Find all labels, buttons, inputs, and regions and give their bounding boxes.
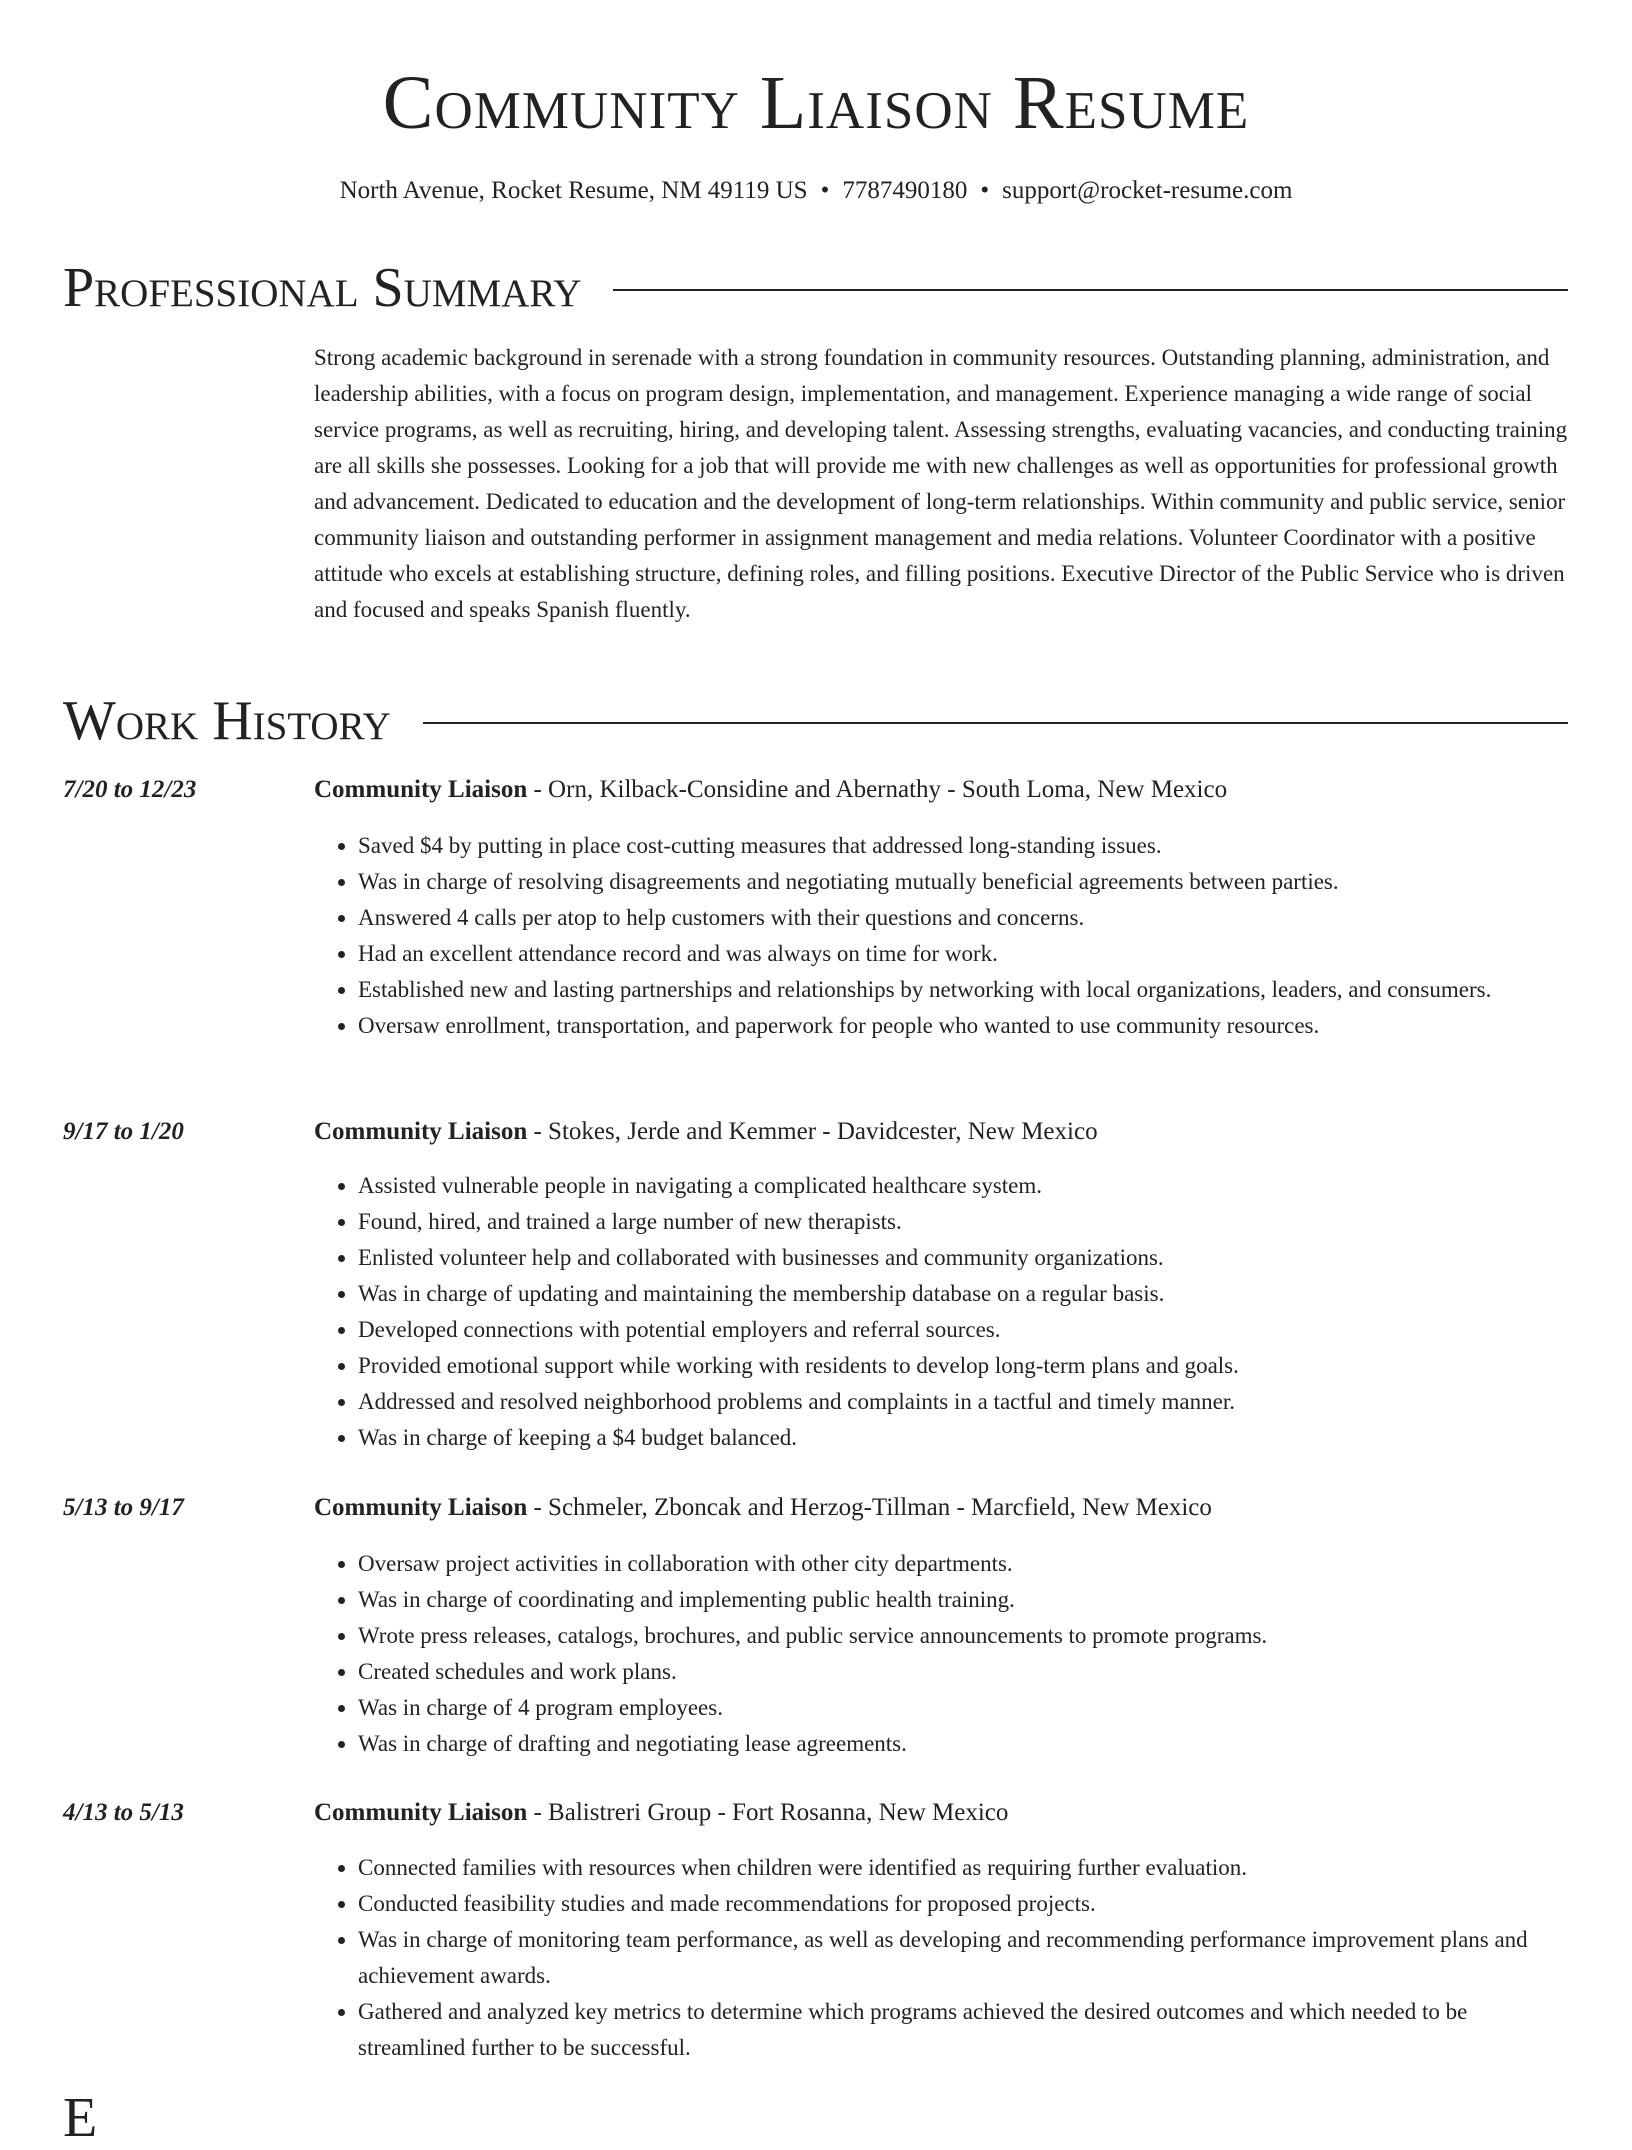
job-heading: [314, 1115, 1098, 1149]
job-bullet: • Was in charge of keeping a $4 budget balanced.: [358, 1420, 1570, 1456]
job-bullet: • Conducted feasibility studies and made recommendations for proposed projects.: [358, 1886, 1570, 1922]
section-divider: [613, 289, 1568, 291]
job-heading: [314, 1491, 1212, 1525]
job-bullet: • Developed connections with potential employers and referral sources.: [358, 1312, 1570, 1348]
next-section-title-partial: E: [63, 2087, 98, 2149]
job-bullet-list: [314, 1850, 1570, 2066]
job-dates: 7/20 to 12/23: [63, 776, 197, 803]
job-bullet: • Was in charge of coordinating and implementing public health training.: [358, 1582, 1570, 1618]
job-dates: 5/13 to 9/17: [63, 1494, 184, 1521]
job-bullet: • Wrote press releases, catalogs, brochures, and public service announcements to promote programs.: [358, 1618, 1570, 1654]
job-bullet: • Created schedules and work plans.: [358, 1654, 1570, 1690]
job-employer-location: - Stokes, Jerde and Kemmer - Davidcester, New Mexico: [527, 1118, 1098, 1145]
job-bullet: • Assisted vulnerable people in navigating a complicated healthcare system.: [358, 1168, 1570, 1204]
job-employer-location: - Balistreri Group - Fort Rosanna, New Mexico: [527, 1799, 1009, 1826]
job-bullet: • Saved $4 by putting in place cost-cutting measures that addressed long-standing issues.: [358, 828, 1570, 864]
job-bullet: • Had an excellent attendance record and was always on time for work.: [358, 936, 1570, 972]
job-role: Community Liaison: [314, 776, 528, 803]
job-dates: 4/13 to 5/13: [63, 1799, 184, 1826]
job-heading: [314, 1796, 1008, 1830]
job-bullet: • Oversaw project activities in collaboration with other city departments.: [358, 1546, 1570, 1582]
summary-text: Strong academic background in serenade with a strong foundation in community resources. Outstanding planning, administration, and leadership abilities, with a focus on program design, implementation, and management. Experience managing a wide range of social service programs, as well as recruiting, hiring, and developing talent. Assessing strengths, evaluating vacancies, and conducting training are all skills she possesses. Looking for a job that will provide me with new challenges as well as opportunities for professional growth and advancement. Dedicated to education and the development of long-term relationships. Within community and public service, senior community liaison and outstanding performer in assignment management and media relations. Volunteer Coordinator with a positive attitude who excels at establishing structure, defining roles, and filling positions. Executive Director of the Public Service who is driven and focused and speaks Spanish fluently.: [314, 345, 1568, 622]
contact-separator: •: [820, 177, 830, 204]
job-bullet: • Addressed and resolved neighborhood problems and complaints in a tactful and timely manner.: [358, 1384, 1570, 1420]
section-header-summary: [63, 256, 1568, 320]
job-dates: 9/17 to 1/20: [63, 1118, 184, 1145]
resume-title: Community Liaison Resume: [382, 61, 1250, 145]
job-bullet: • Connected families with resources when children were identified as requiring further evaluation.: [358, 1850, 1570, 1886]
job-bullet: • Oversaw enrollment, transportation, and paperwork for people who wanted to use community resources.: [358, 1008, 1570, 1044]
contact-line: [0, 174, 1632, 208]
job-bullet: • Was in charge of 4 program employees.: [358, 1690, 1570, 1726]
section-title-summary: Professional Summary: [63, 257, 582, 319]
job-bullet: • Gathered and analyzed key metrics to determine which programs achieved the desired outcomes and which needed to be streamlined further to be successful.: [358, 1994, 1570, 2066]
contact-phone: 7787490180: [842, 177, 968, 204]
section-title-work-history: Work History: [63, 690, 391, 752]
job-bullet-list: [314, 1546, 1570, 1762]
section-header-work-history: [63, 689, 1568, 753]
job-role: Community Liaison: [314, 1799, 528, 1826]
job-bullet: • Was in charge of drafting and negotiating lease agreements.: [358, 1726, 1570, 1762]
contact-separator: •: [980, 177, 990, 204]
job-bullet: • Found, hired, and trained a large number of new therapists.: [358, 1204, 1570, 1240]
job-bullet: • Established new and lasting partnerships and relationships by networking with local organizations, leaders, and consumers.: [358, 972, 1570, 1008]
job-employer-location: - Schmeler, Zboncak and Herzog-Tillman - Marcfield, New Mexico: [527, 1494, 1212, 1521]
job-bullet: • Provided emotional support while working with residents to develop long-term plans and goals.: [358, 1348, 1570, 1384]
job-bullet-list: [314, 1168, 1570, 1456]
job-bullet-list: [314, 828, 1570, 1044]
contact-address: North Avenue, Rocket Resume, NM 49119 US: [339, 177, 808, 204]
job-bullet: • Was in charge of updating and maintaining the membership database on a regular basis.: [358, 1276, 1570, 1312]
job-bullet: • Answered 4 calls per atop to help customers with their questions and concerns.: [358, 900, 1570, 936]
job-bullet: • Was in charge of monitoring team performance, as well as developing and recommending performance improvement plans and achievement awards.: [358, 1922, 1570, 1994]
job-role: Community Liaison: [314, 1118, 528, 1145]
contact-email: support@rocket-resume.com: [1002, 177, 1293, 204]
job-bullet: • Was in charge of resolving disagreements and negotiating mutually beneficial agreements between parties.: [358, 864, 1570, 900]
job-employer-location: - Orn, Kilback-Considine and Abernathy - South Loma, New Mexico: [527, 776, 1228, 803]
job-heading: [314, 773, 1227, 807]
section-divider: [423, 722, 1568, 724]
job-role: Community Liaison: [314, 1494, 528, 1521]
job-bullet: • Enlisted volunteer help and collaborated with businesses and community organizations.: [358, 1240, 1570, 1276]
